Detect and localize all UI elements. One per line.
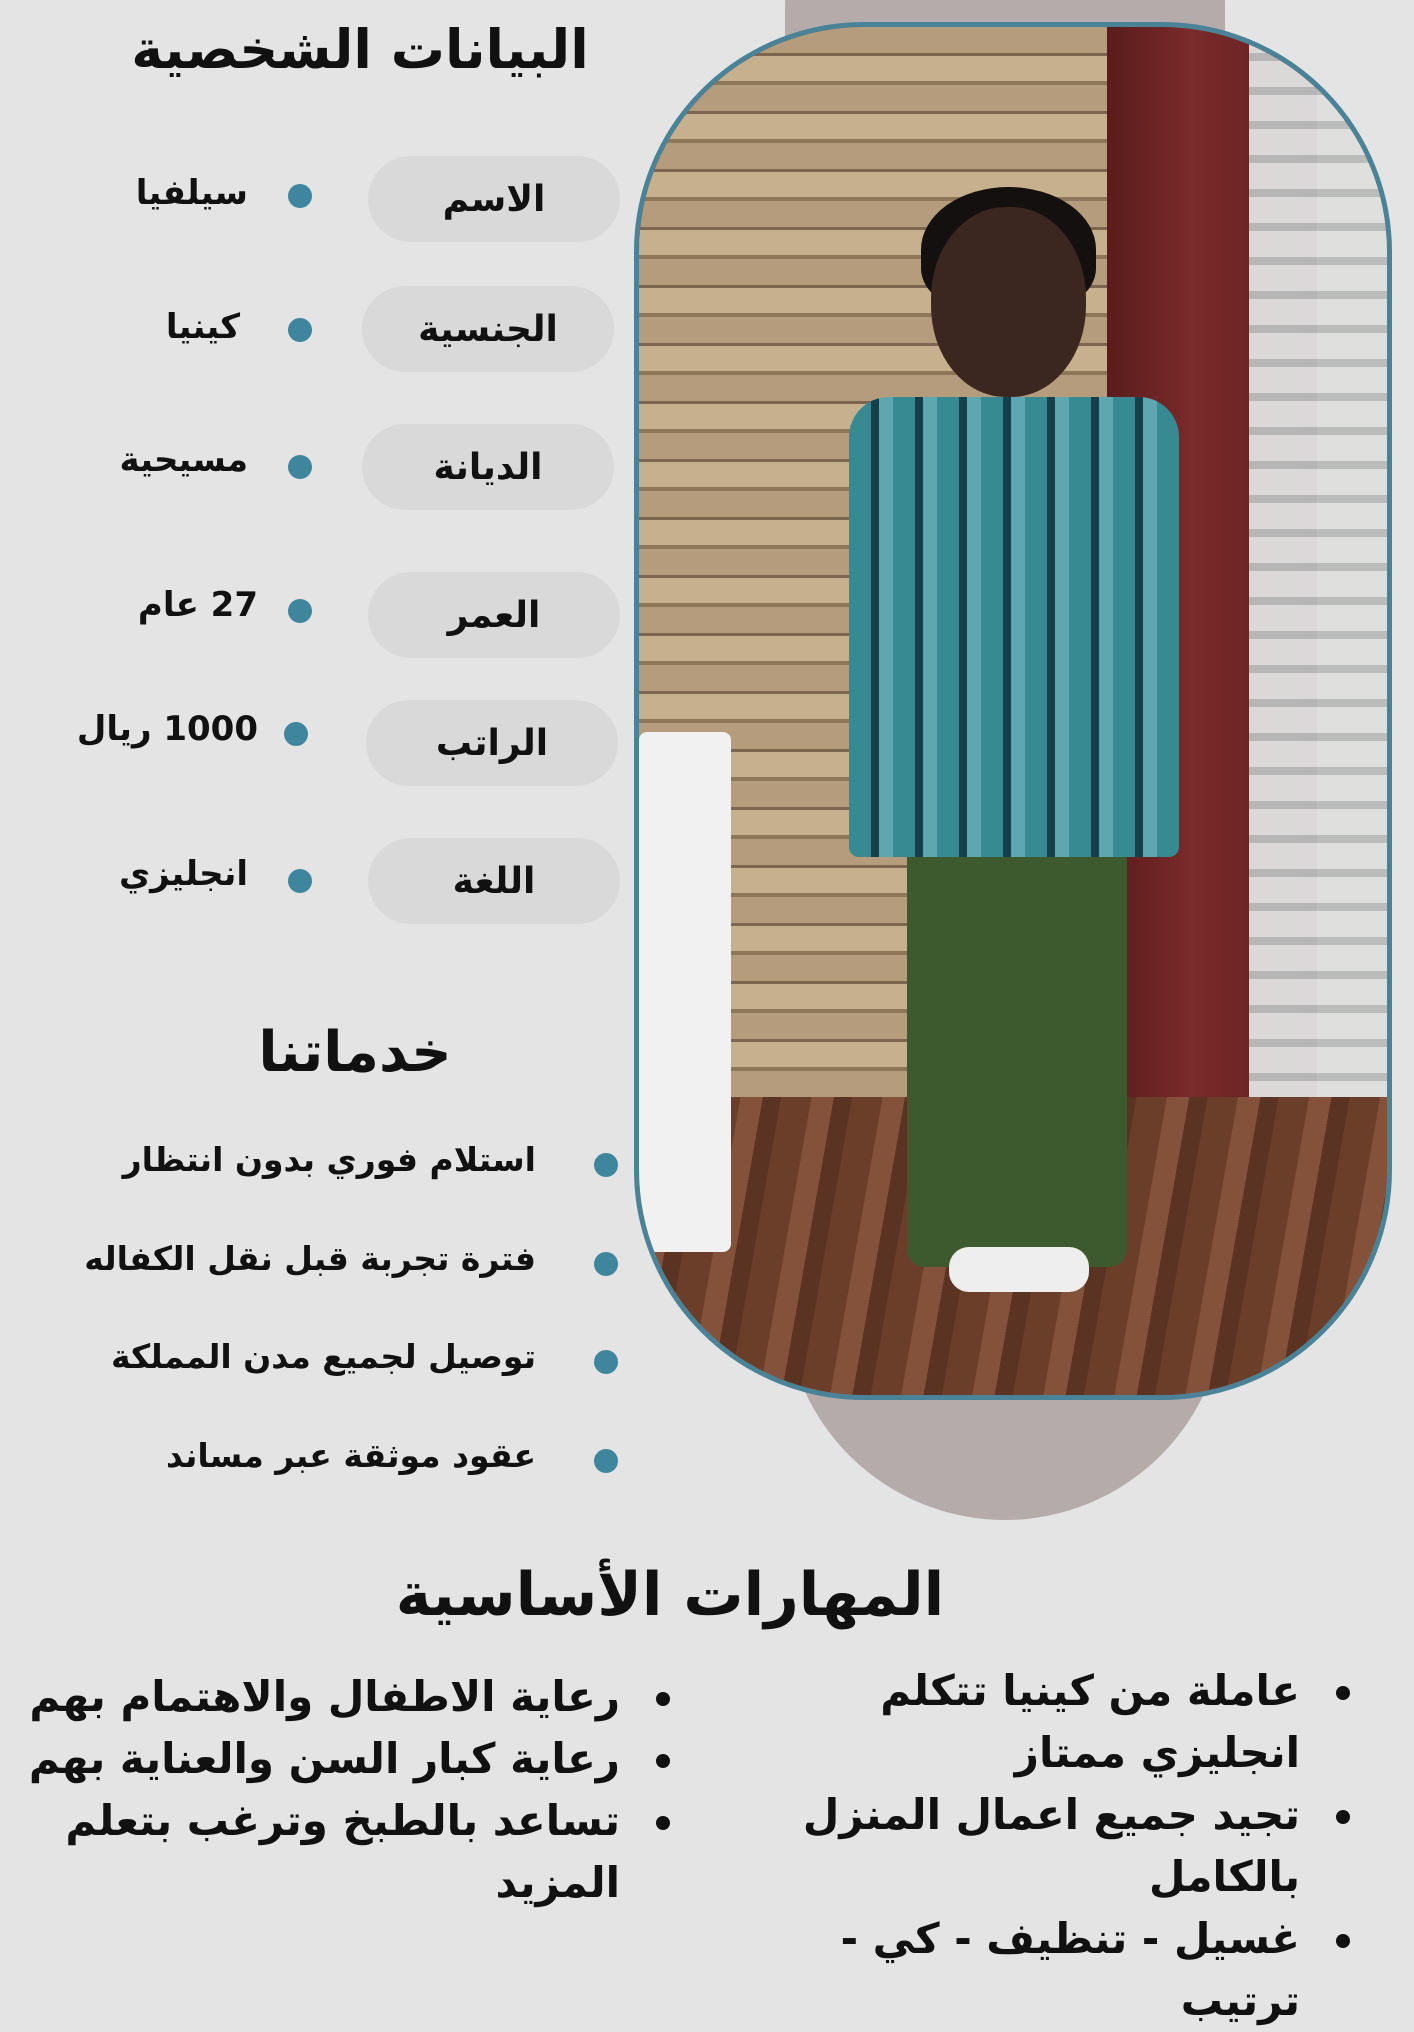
service-item: استلام فوري بدون انتظار	[122, 1140, 536, 1179]
bullet-icon	[284, 722, 308, 746]
skill-item: رعاية الاطفال والاهتمام بهم	[20, 1666, 680, 1728]
photo-shirt	[849, 397, 1179, 857]
field-value-religion: مسيحية	[119, 440, 248, 480]
service-item: عقود موثقة عبر مساند	[165, 1436, 536, 1475]
bullet-icon	[594, 1252, 618, 1276]
bullet-icon	[594, 1350, 618, 1374]
skill-item: رعاية كبار السن والعناية بهم	[20, 1728, 680, 1790]
field-value-age: 27 عام	[137, 585, 258, 625]
bullet-icon	[594, 1153, 618, 1177]
field-label-religion: الديانة	[362, 424, 614, 510]
worker-photo	[634, 22, 1392, 1400]
skills-list-left	[20, 1666, 680, 1914]
personal-info-title: البيانات الشخصية	[131, 18, 589, 81]
photo-sofa	[639, 732, 731, 1252]
bullet-icon	[288, 184, 312, 208]
photo-person	[849, 187, 1179, 1317]
skill-item: تجيد جميع اعمال المنزل بالكامل	[740, 1784, 1360, 1908]
photo-face	[931, 207, 1086, 397]
bullet-icon	[594, 1449, 618, 1473]
field-label-salary: الراتب	[366, 700, 618, 786]
photo-skirt	[907, 797, 1127, 1267]
skill-item: تساعد بالطبخ وترغب بتعلم المزيد	[20, 1790, 680, 1914]
bullet-icon	[288, 318, 312, 342]
photo-glass-panel	[1249, 27, 1392, 1097]
field-value-nationality: كينيا	[165, 307, 240, 347]
service-item: فترة تجربة قبل نقل الكفاله	[84, 1239, 536, 1278]
field-value-language: انجليزي	[119, 854, 248, 894]
skills-list-right	[740, 1660, 1360, 2032]
field-label-language: اللغة	[368, 838, 620, 924]
field-label-nationality: الجنسية	[362, 286, 614, 372]
photo-shoes	[949, 1247, 1089, 1292]
bullet-icon	[288, 455, 312, 479]
skills-title: المهارات الأساسية	[395, 1560, 945, 1630]
field-value-salary: 1000 ريال	[76, 709, 258, 749]
field-label-name: الاسم	[368, 156, 620, 242]
service-item: توصيل لجميع مدن المملكة	[111, 1337, 536, 1376]
field-value-name: سيلفيا	[135, 173, 248, 213]
services-title: خدماتنا	[258, 1020, 452, 1085]
bullet-icon	[288, 869, 312, 893]
skill-item: غسيل - تنظيف - كي - ترتيب	[740, 1908, 1360, 2032]
field-label-age: العمر	[368, 572, 620, 658]
bullet-icon	[288, 599, 312, 623]
skill-item: عاملة من كينيا تتكلم انجليزي ممتاز	[740, 1660, 1360, 1784]
